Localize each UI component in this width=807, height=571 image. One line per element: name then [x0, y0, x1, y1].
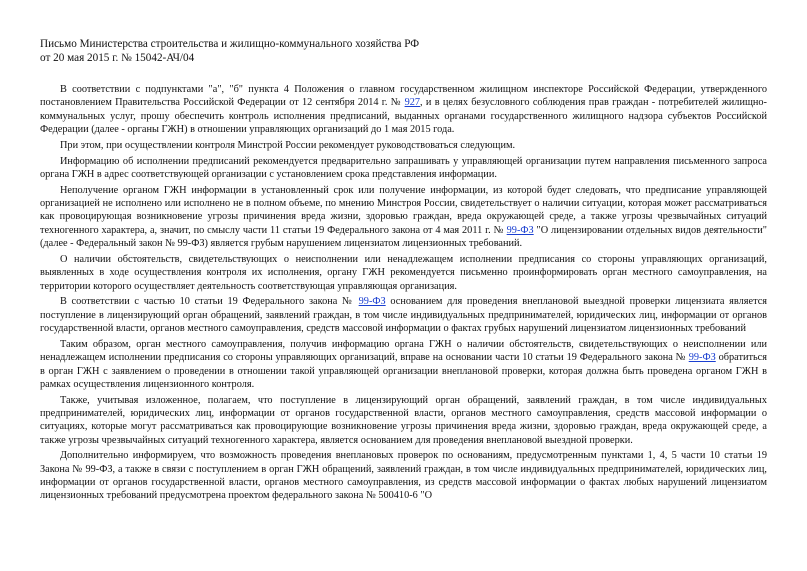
link-resolution-927[interactable]: 927	[404, 97, 421, 109]
header-spacer	[40, 65, 767, 83]
link-law-99-fz[interactable]: 99-ФЗ	[358, 296, 386, 308]
paragraph-4-text-a: Неполучение органом ГЖН информации в установленный срок или получение информации, из которой будет следовать, что предписание управляющей организацией не исполнено или исполнено не в полном объеме, по мнению Минстроя России, свидетельствует о наличии ситуации, которая может рассматриваться как провоцирующая возникновение угрозы причинения вреда жизни, здоровью граждан, вреда окружающей среде, а также угрозы чрезвычайных ситуаций техногенного характера, а, значит, по смыслу части 11 статьи 19 Федерального закона от 4 мая 2011 г. №	[40, 184, 767, 236]
paragraph-7-text-b: обратиться в орган ГЖН с заявлением о проведении в отношении такой управляющей организации внеплановой проверки, которая должна быть проведена органом ГЖН в рамках осуществления лицензионного контроля.	[40, 352, 767, 390]
paragraph-4-text-b: "О лицензировании отдельных видов деятельности" (далее - Федеральный закон № 99-ФЗ) является грубым нарушением лицензиатом лицензионных требований.	[40, 224, 767, 250]
document-page	[40, 37, 767, 505]
paragraph-2: При этом, при осуществлении контроля Минстрой России рекомендует руководствоваться следующим.	[60, 139, 516, 151]
paragraph-7-text-a: Таким образом, орган местного самоуправления, получив информацию органа ГЖН о наличии обстоятельств, свидетельствующих о неисполнении или ненадлежащем исполнении предписания со стороны управляющих организаций, вправе на основании части 10 статьи 19 Федерального закона №	[40, 338, 767, 364]
paragraph-7	[40, 338, 767, 391]
paragraph-1	[40, 83, 767, 136]
paragraph-4	[40, 184, 767, 250]
paragraph-8: Также, учитывая изложенное, полагаем, что поступление в лицензирующий орган обращений, заявлений граждан, в том числе индивидуальных предпринимателей, юридических лиц, информации от органов государственной власти, органов местного самоуправления, средств массовой информации о ситуациях, которые могут рассматриваться как провоцирующие возникновение угрозы причинения вреда жизни, здоровью граждан, вреда окружающей среде, а также угрозы чрезвычайных ситуаций техногенного характера, является основанием для проведения внеплановой выездной проверки.	[40, 394, 767, 446]
link-law-99-fz[interactable]: 99-ФЗ	[688, 352, 716, 364]
paragraph-6	[40, 295, 767, 335]
paragraph-6-text-b: основанием для проведения внеплановой выездной проверки лицензиата является поступление в лицензирующий орган обращений, заявлений граждан, в том числе индивидуальных предпринимателей, юридических лиц, информации от органов государственной власти, органов местного самоуправления, средств массовой информации о фактах грубых нарушений лицензиатом лицензионных требований	[40, 296, 768, 335]
link-law-99-fz[interactable]: 99-ФЗ	[506, 224, 534, 236]
document-title: Письмо Министерства строительства и жилищно-коммунального хозяйства РФ	[40, 38, 420, 50]
paragraph-1-text-a: В соответствии с подпунктами "а", "б" пункта 4 Положения о главном государственном жилищном инспекторе Российской Федерации, утвержденного постановлением Правительства Российской Федерации от 12 сентября 2014 г. №	[40, 84, 767, 109]
paragraph-5: О наличии обстоятельств, свидетельствующих о неисполнении или ненадлежащем исполнении предписания со стороны управляющих организаций, выявленных в ходе осуществления контроля их исполнения, органу ГЖН рекомендуется письменно проинформировать орган местного самоуправления, на территории которого осуществляет деятельность соответствующая управляющая организация.	[40, 253, 767, 292]
paragraph-3: Информацию об исполнении предписаний рекомендуется предварительно запрашивать у управляющей организации путем направления письменного запроса органа ГЖН в адрес соответствующей организации с установлением срока представления информации.	[40, 155, 767, 180]
document-date-number: от 20 мая 2015 г. № 15042-АЧ/04	[40, 52, 195, 64]
paragraph-1-text-b: , и в целях безусловного соблюдения прав граждан - потребителей жилищно-коммунальных услуг, прошу обеспечить контроль исполнения предписаний, выданных органами государственного жилищного надзора субъектов Российской Федерации (далее - органы ГЖН) в отношении управляющих организаций до 1 мая 2015 года.	[40, 97, 767, 135]
paragraph-6-text-a: В соответствии с частью 10 статьи 19 Федерального закона №	[60, 296, 354, 308]
paragraph-9: Дополнительно информируем, что возможность проведения внеплановых проверок по основаниям, предусмотренным пунктами 1, 4, 5 части 10 статьи 19 Закона № 99-ФЗ, а также в связи с поступлением в орган ГЖН обращений, заявлений граждан, в том числе индивидуальных предпринимателей, юридических лиц, информации от органов государственной власти, органов местного самоуправления, из средств массовой информации о фактах любых нарушений лицензиатом лицензионных требований предусмотрена проектом федерального закона № 500410-6 "О	[40, 450, 767, 502]
